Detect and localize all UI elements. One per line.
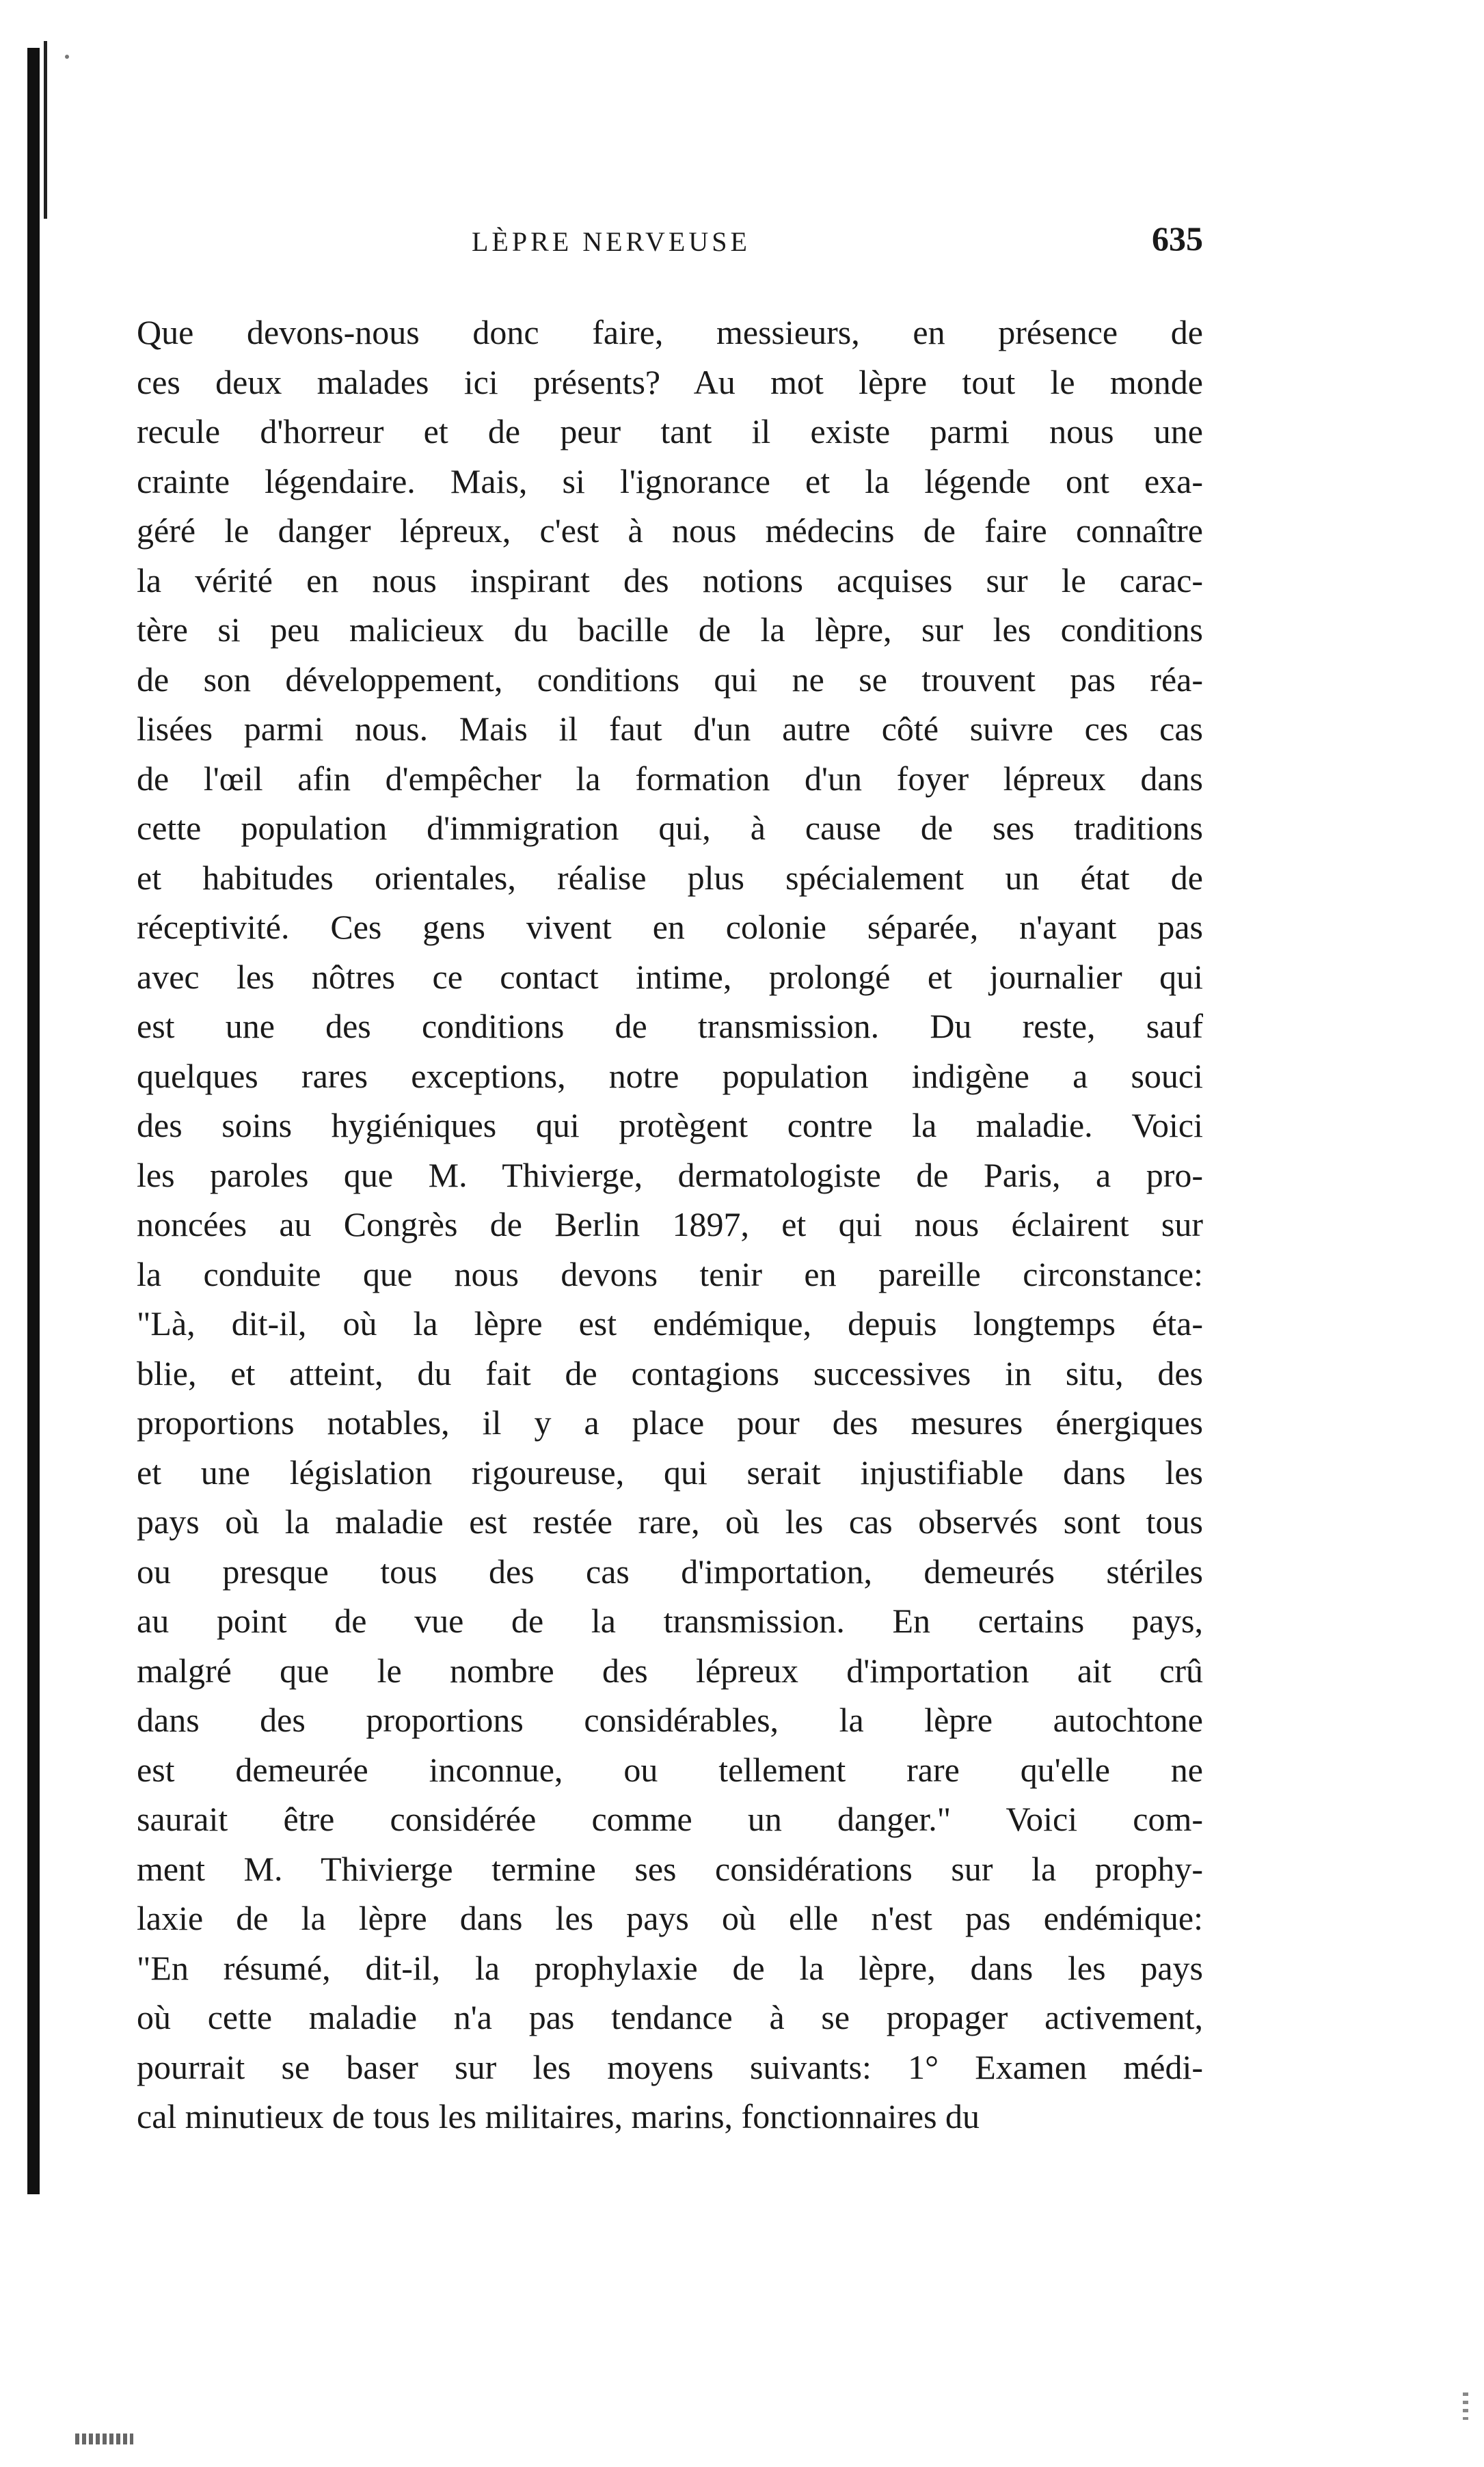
text-line: au point de vue de la transmission. En certains pays, <box>137 1602 1203 1640</box>
page-number: 635 <box>1152 219 1203 258</box>
text-line: lisées parmi nous. Mais il faut d'un autre côté suivre ces cas <box>137 710 1203 748</box>
binding-edge-shadow <box>44 41 47 219</box>
text-line: pays où la maladie est restée rare, où les cas observés sont tous <box>137 1502 1203 1541</box>
text-line: saurait être considérée comme un danger." Voici com- <box>137 1800 1203 1838</box>
text-line: dans des proportions considérables, la lèpre autochtone <box>137 1701 1203 1739</box>
scan-artifact-bottom-right <box>1463 2392 1468 2420</box>
scan-speck <box>65 55 69 59</box>
page-header <box>137 219 1203 267</box>
text-line: "Là, dit-il, où la lèpre est endémique, depuis longtemps éta- <box>137 1304 1203 1343</box>
text-line: ces deux malades ici présents? Au mot lèpre tout le monde <box>137 362 1203 401</box>
text-line: quelques rares exceptions, notre population indigène a souci <box>137 1056 1203 1095</box>
text-line: de l'œil afin d'empêcher la formation d'un foyer lépreux dans <box>137 759 1203 798</box>
text-line: est demeurée inconnue, ou tellement rare qu'elle ne <box>137 1750 1203 1789</box>
text-line: la conduite que nous devons tenir en pareille circonstance: <box>137 1254 1203 1293</box>
text-line: Que devons-nous donc faire, messieurs, en présence de <box>137 313 1203 351</box>
text-line: et habitudes orientales, réalise plus spécialement un état de <box>137 858 1203 897</box>
text-line: "En résumé, dit-il, la prophylaxie de la lèpre, dans les pays <box>137 1948 1203 1987</box>
text-line: noncées au Congrès de Berlin 1897, et qui nous éclairent sur <box>137 1205 1203 1243</box>
text-line: ou presque tous des cas d'importation, demeurés stériles <box>137 1552 1203 1591</box>
running-head: LÈPRE NERVEUSE <box>472 226 751 257</box>
text-line: et une législation rigoureuse, qui serait injustifiable dans les <box>137 1453 1203 1492</box>
text-line: proportions notables, il y a place pour des mesures énergiques <box>137 1403 1203 1442</box>
body-text <box>137 308 1203 2142</box>
text-line: la vérité en nous inspirant des notions acquises sur le carac- <box>137 561 1203 599</box>
text-line: est une des conditions de transmission. Du reste, sauf <box>137 1007 1203 1045</box>
text-line: crainte légendaire. Mais, si l'ignorance et la légende ont exa- <box>137 461 1203 500</box>
text-line: malgré que le nombre des lépreux d'importation ait crû <box>137 1651 1203 1690</box>
text-line: recule d'horreur et de peur tant il existe parmi nous une <box>137 412 1203 450</box>
text-line: laxie de la lèpre dans les pays où elle n'est pas endémique: <box>137 1899 1203 1937</box>
text-line: géré le danger lépreux, c'est à nous médecins de faire connaître <box>137 511 1203 550</box>
text-line: réceptivité. Ces gens vivent en colonie séparée, n'ayant pas <box>137 908 1203 946</box>
binding-edge <box>27 48 40 2194</box>
text-line: cal minutieux de tous les militaires, marins, fonctionnaires du <box>137 2097 980 2135</box>
text-line: cette population d'immigration qui, à cause de ses traditions <box>137 809 1203 847</box>
text-line: tère si peu malicieux du bacille de la lèpre, sur les conditions <box>137 610 1203 649</box>
text-line: les paroles que M. Thivierge, dermatologiste de Paris, a pro- <box>137 1155 1203 1194</box>
text-line: où cette maladie n'a pas tendance à se propager activement, <box>137 1998 1203 2036</box>
text-line: blie, et atteint, du fait de contagions successives in situ, des <box>137 1353 1203 1392</box>
text-line: de son développement, conditions qui ne se trouvent pas réa- <box>137 660 1203 699</box>
scan-artifact-bottom-left <box>75 2434 133 2444</box>
text-line: pourrait se baser sur les moyens suivants: 1° Examen médi- <box>137 2047 1203 2086</box>
text-line: des soins hygiéniques qui protègent contre la maladie. Voici <box>137 1106 1203 1144</box>
text-line: ment M. Thivierge termine ses considérations sur la prophy- <box>137 1849 1203 1888</box>
text-line: avec les nôtres ce contact intime, prolongé et journalier qui <box>137 957 1203 996</box>
